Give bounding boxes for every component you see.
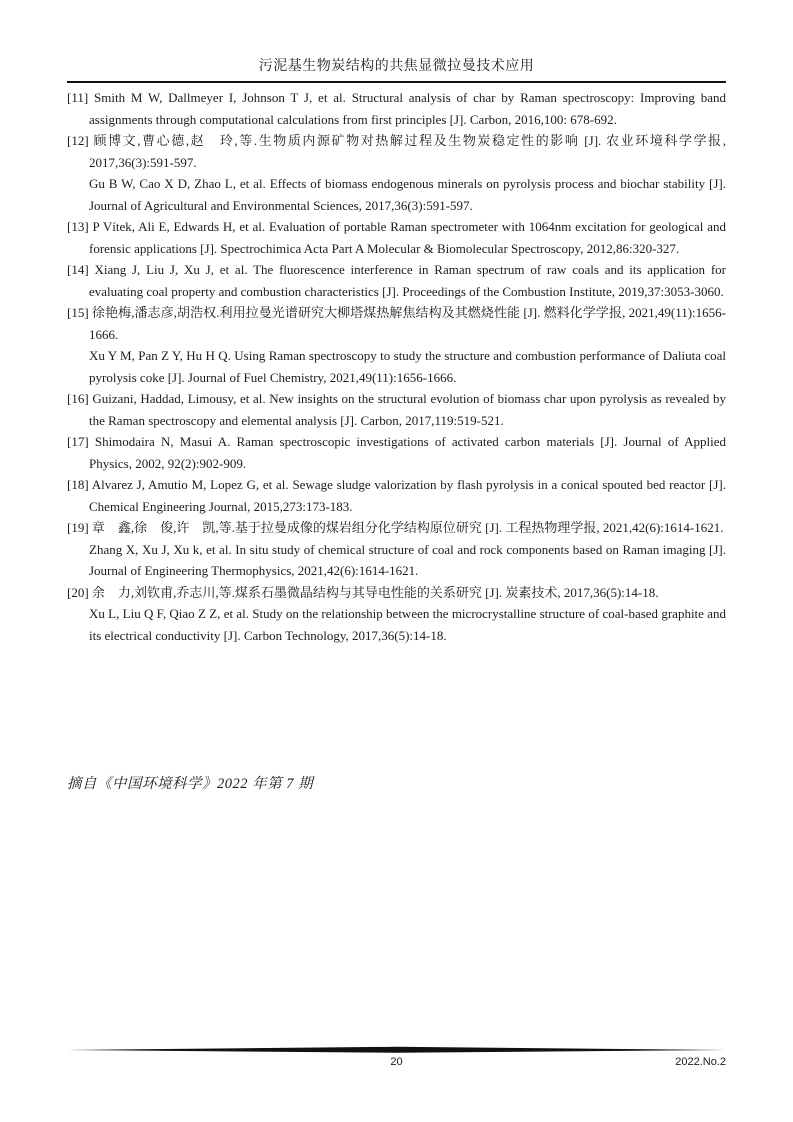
footer-rule bbox=[67, 1046, 726, 1054]
reference-paragraph bbox=[67, 388, 726, 431]
page-number: 20 bbox=[390, 1056, 403, 1068]
reference-entry bbox=[67, 302, 726, 388]
header-rule bbox=[67, 81, 726, 83]
reference-list bbox=[67, 87, 726, 646]
reference-translation: Zhang X, Xu J, Xu k, et al. In situ study of chemical structure of coal and rock components based on Raman imaging [J]. Journal of Engineering Thermophysics, 2021,42(6):1614-1621. bbox=[89, 541, 726, 578]
reference-label: [20] bbox=[67, 584, 89, 600]
reference-text: Shimodaira N, Masui A. Raman spectroscopic investigations of activated carbon materials [J]. Journal of Applied Physics, 2002, 92(2):902-909. bbox=[89, 434, 726, 471]
reference-entry bbox=[67, 431, 726, 474]
reference-entry bbox=[67, 388, 726, 431]
reference-paragraph bbox=[67, 431, 726, 474]
reference-text: Alvarez J, Amutio M, Lopez G, et al. Sewage sludge valorization by flash pyrolysis in a conical spouted bed reactor [J]. Chemical Engineering Journal, 2015,273:173-183. bbox=[89, 477, 726, 514]
reference-label: [19] bbox=[67, 520, 89, 535]
reference-entry bbox=[67, 517, 726, 582]
reference-paragraph bbox=[67, 582, 726, 604]
reference-entry bbox=[67, 216, 726, 259]
reference-paragraph bbox=[67, 130, 726, 173]
reference-text: 徐艳梅,潘志彦,胡浩权.利用拉曼光谱研究大柳塔煤热解焦结构及其燃烧性能 [J]. 燃料化学学报, 2021,49(11):1656-1666. bbox=[89, 305, 727, 342]
reference-paragraph bbox=[67, 517, 726, 539]
reference-paragraph bbox=[67, 216, 726, 259]
reference-text: Smith M W, Dallmeyer I, Johnson T J, et al. Structural analysis of char by Raman spectroscopy: Improving band assignments through computational calculations from first principles [J]. Carbon, 2016,100: 678-692. bbox=[89, 90, 726, 127]
footer-row bbox=[67, 1054, 726, 1072]
reference-label: [11] bbox=[67, 90, 89, 105]
reference-text: Guizani, Haddad, Limousy, et al. New insights on the structural evolution of biomass char upon pyrolysis as revealed by the Raman spectroscopy and elemental analysis [J]. Carbon, 2017,119:519-521. bbox=[89, 391, 727, 428]
reference-text: Xiang J, Liu J, Xu J, et al. The fluorescence interference in Raman spectrum of raw coals and its application for evaluating coal property and combustion characteristics [J]. Proceedings of the Combustion Institute, 2019,37:3053-3060. bbox=[89, 262, 726, 299]
reference-paragraph bbox=[67, 87, 726, 130]
reference-text: P Vítek, Ali E, Edwards H, et al. Evaluation of portable Raman spectrometer with 1064nm excitation for geological and forensic applications [J]. Spectrochimica Acta Part A Molecular & Biomolecular Spectroscopy, 2012,86:320-327. bbox=[89, 219, 726, 256]
reference-label: [17] bbox=[67, 434, 89, 449]
source-attribution: 摘自《中国环境科学》2022 年第 7 期 bbox=[67, 776, 314, 792]
reference-label: [13] bbox=[67, 219, 89, 234]
reference-text: 顾博文,曹心德,赵 玲,等.生物质内源矿物对热解过程及生物炭稳定性的影响 [J]. 农业环境科学学报, 2017,36(3):591-597. bbox=[89, 133, 727, 170]
reference-entry bbox=[67, 259, 726, 302]
reference-entry bbox=[67, 582, 726, 647]
reference-label: [12] bbox=[67, 133, 89, 148]
reference-translation: Xu L, Liu Q F, Qiao Z Z, et al. Study on the relationship between the microcrystalline structure of coal-based graphite and its electrical conductivity [J]. Carbon Technology, 2017,36(5):14-18. bbox=[89, 606, 726, 643]
page-header bbox=[67, 0, 726, 83]
running-title: 污泥基生物炭结构的共焦显微拉曼技术应用 bbox=[258, 59, 535, 74]
reference-paragraph bbox=[67, 302, 726, 345]
reference-translation: Xu Y M, Pan Z Y, Hu H Q. Using Raman spectroscopy to study the structure and combustion performance of Daliuta coal pyrolysis coke [J]. Journal of Fuel Chemistry, 2021,49(11):1656-1666. bbox=[89, 348, 726, 385]
reference-text: 章 鑫,徐 俊,许 凯,等.基于拉曼成像的煤岩组分化学结构原位研究 [J]. 工程热物理学报, 2021,42(6):1614-1621. bbox=[91, 520, 724, 535]
reference-entry bbox=[67, 87, 726, 130]
reference-label: [16] bbox=[67, 391, 89, 406]
reference-paragraph bbox=[67, 259, 726, 302]
reference-entry bbox=[67, 130, 726, 216]
reference-translation: Gu B W, Cao X D, Zhao L, et al. Effects of biomass endogenous minerals on pyrolysis process and biochar stability [J]. Journal of Agricultural and Environmental Sciences, 2017,36(3):591-597. bbox=[89, 176, 726, 213]
reference-text: 余 力,刘钦甫,乔志川,等.煤系石墨微晶结构与其导电性能的关系研究 [J]. 炭素技术, 2017,36(5):14-18. bbox=[91, 584, 659, 600]
reference-label: [14] bbox=[67, 262, 89, 277]
reference-paragraph bbox=[67, 474, 726, 517]
issue-label: 2022.No.2 bbox=[675, 1056, 726, 1068]
reference-label: [18] bbox=[67, 477, 89, 492]
reference-label: [15] bbox=[67, 305, 89, 320]
page-footer bbox=[67, 1046, 726, 1072]
reference-entry bbox=[67, 474, 726, 517]
